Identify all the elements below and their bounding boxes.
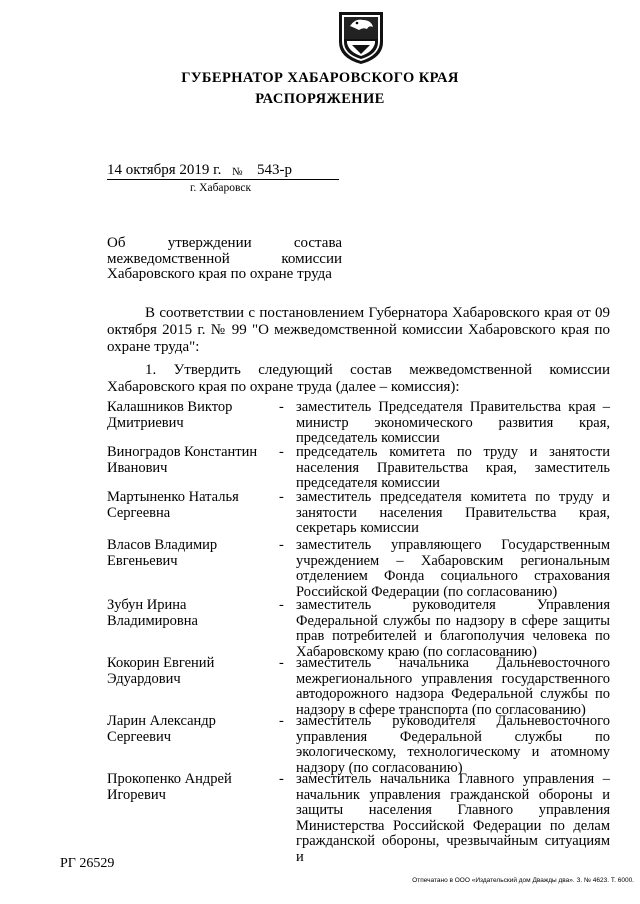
member-name: Зубун Ирина Владимировна: [107, 597, 198, 629]
clause-1-paragraph: 1. Утвердить следующий состав межведомственной комиссии Хабаровского края по охране труда (далее – комиссия):: [107, 362, 610, 395]
member-dash: -: [279, 713, 284, 729]
member-position: заместитель управляющего Государственным учреждением – Хабаровским региональным отделением Фонда социального страхования Российской Федерации (по согласованию): [296, 537, 610, 600]
member-dash: -: [279, 399, 284, 415]
printer-imprint: Отпечатано в ООО «Издательский дом Дважды два». З. № 4623. Т. 6000.: [412, 877, 634, 884]
member-name: Виноградов Константин Иванович: [107, 444, 258, 476]
date-underline: [107, 179, 339, 180]
member-position: заместитель начальника Главного управления – начальник управления гражданской обороны и защиты населения Главного управления Министерства Российской Федерации по делам гражданской обороны, чрезвычайным ситуациям и: [296, 771, 610, 865]
preamble-paragraph: В соответствии с постановлением Губернатора Хабаровского края от 09 октября 2015 г. № 99 "О межведомственной комиссии Хабаровского края по охране труда":: [107, 305, 610, 355]
member-row: [107, 771, 610, 865]
member-position: заместитель начальника Дальневосточного межрегионального управления государственного автодорожного надзора Федеральной службы по надзору в сфере транспорта (по согласованию): [296, 655, 610, 718]
member-position: заместитель председателя комитета по труду и занятости населения Правительства края, секретарь комиссии: [296, 489, 610, 536]
number-label: №: [232, 166, 243, 178]
member-dash: -: [279, 655, 284, 671]
member-position: заместитель руководителя Управления Федеральной службы по надзору в сфере защиты прав потребителей и благополучия человека по Хабаровскому краю (по согласованию): [296, 597, 610, 660]
member-row: [107, 538, 610, 598]
member-position: заместитель руководителя Дальневосточного управления Федеральной службы по экологическому, технологическому и атомному надзору (по согласованию): [296, 713, 610, 776]
coat-of-arms-icon: [333, 8, 389, 66]
member-row: [107, 714, 610, 774]
member-position: заместитель Председателя Правительства края – министр экономического развития края, председатель комиссии: [296, 399, 610, 446]
member-dash: -: [279, 489, 284, 505]
member-dash: -: [279, 597, 284, 613]
member-name: Прокопенко Андрей Игоревич: [107, 771, 232, 803]
member-row: [107, 656, 610, 716]
member-name: Ларин Александр Сергеевич: [107, 713, 216, 745]
member-dash: -: [279, 537, 284, 553]
registration-code: РГ 26529: [60, 856, 115, 871]
document-number: 543-р: [257, 162, 292, 178]
member-dash: -: [279, 444, 284, 460]
member-name: Мартыненко Наталья Сергеевна: [107, 489, 239, 521]
member-name: Власов Владимир Евгеньевич: [107, 537, 218, 569]
member-position: председатель комитета по труду и занятости населения Правительства края, заместитель председателя комиссии: [296, 444, 610, 491]
member-row: [107, 598, 610, 658]
document-date: 14 октября 2019 г.: [107, 162, 222, 178]
member-dash: -: [279, 771, 284, 787]
document-subject: Об утверждении состава межведомственной комиссии Хабаровского края по охране труда: [107, 235, 342, 282]
document-city: г. Хабаровск: [190, 182, 252, 194]
document-type: РАСПОРЯЖЕНИЕ: [255, 91, 385, 107]
member-name: Калашников Виктор Дмитриевич: [107, 399, 233, 431]
member-name: Кокорин Евгений Эдуардович: [107, 655, 215, 687]
authority-title: ГУБЕРНАТОР ХАБАРОВСКОГО КРАЯ: [181, 70, 459, 86]
